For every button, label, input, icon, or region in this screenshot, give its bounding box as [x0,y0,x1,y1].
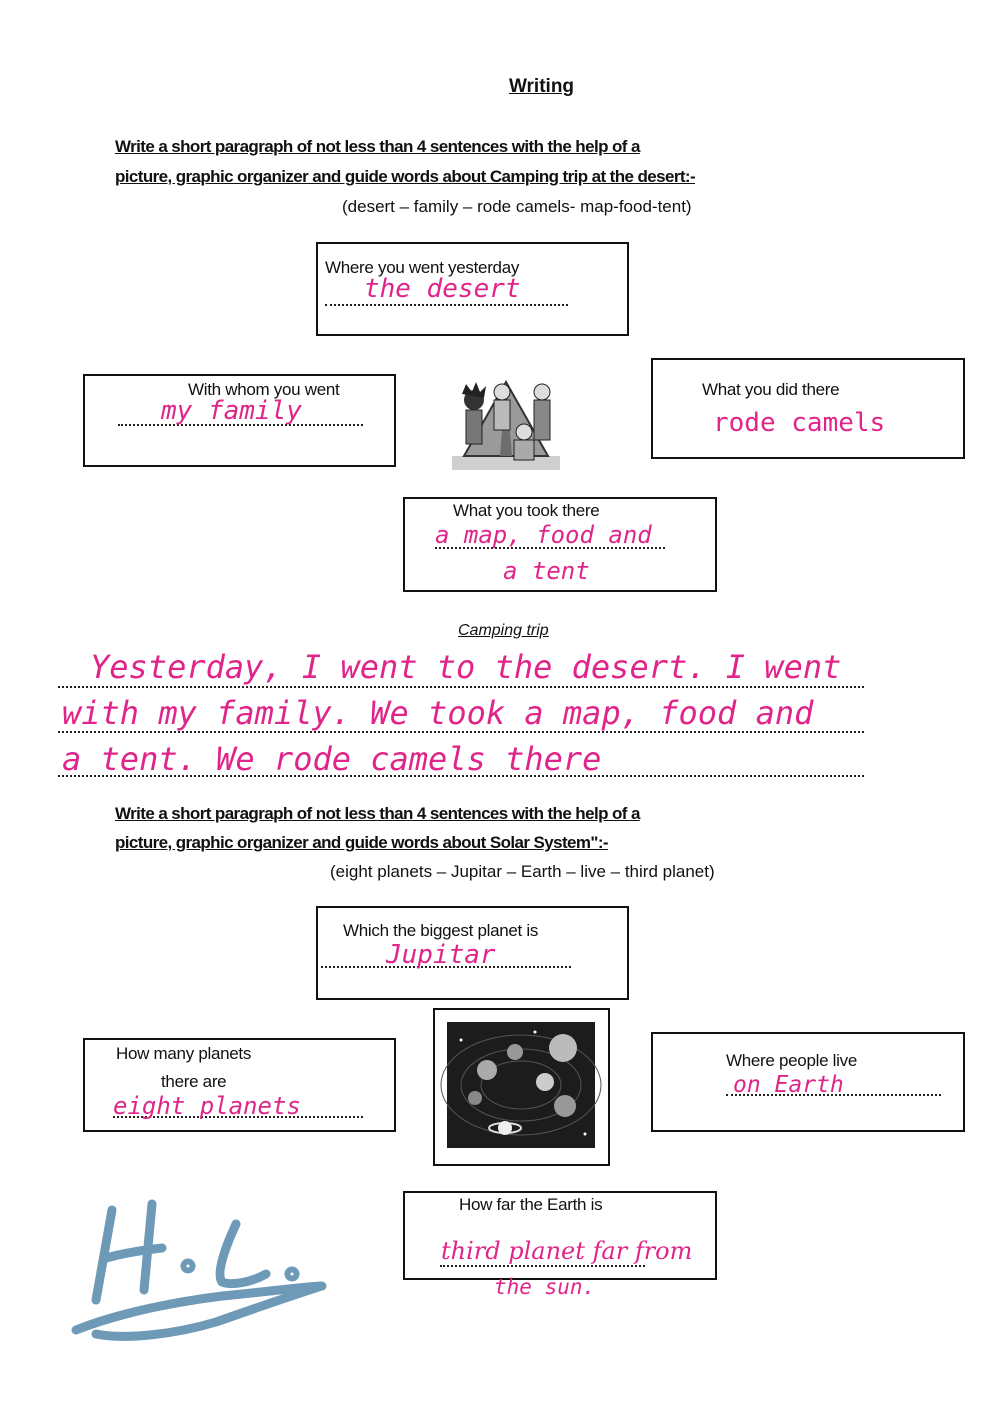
paragraph-line-1: Yesterday, I went to the desert. I went [90,648,842,686]
instruction-line-1: Write a short paragraph of not less than 4 sentences with the help of a [115,804,640,823]
took-answer-line-1: a map, food and [435,521,652,549]
instruction-line-2: picture, graphic organizer and guide words about Solar System":- [115,833,608,852]
solar-system-picture [433,1008,610,1166]
guide-words: (eight planets – Jupitar – Earth – live – third planet) [330,862,715,881]
took-label: What you took there [453,501,600,520]
where-label: Where you went yesterday [325,258,520,277]
paragraph-line-3: a tent. We rode camels there [62,740,602,778]
page-title: Writing [508,76,575,97]
how-far-label: How far the Earth is [459,1195,603,1214]
instruction-line-1: Write a short paragraph of not less than 4 sentences with the help of a [115,137,640,156]
paragraph-line-2: with my family. We took a map, food and [62,694,814,732]
how-many-label-line-1: How many planets [116,1044,252,1063]
whom-answer: my family [161,396,302,426]
what-did-label: What you did there [702,380,840,399]
how-far-answer-line-1: third planet far from [441,1237,693,1265]
answer-line [440,1265,645,1267]
whom-box [83,374,396,467]
where-live-box [651,1032,965,1132]
how-many-answer: eight planets [113,1092,301,1120]
what-did-box [651,358,965,459]
answer-line [325,304,568,306]
biggest-answer: Jupitar [386,940,496,970]
where-box [316,242,629,336]
how-many-box [83,1038,396,1132]
how-far-box [403,1191,717,1280]
where-live-answer: on Earth [733,1072,844,1098]
camping-family-picture [452,368,560,473]
took-answer-line-2: a tent [503,557,590,585]
paragraph-subtitle: Camping trip [458,622,549,639]
where-answer: the desert [364,274,521,304]
instruction-line-2: picture, graphic organizer and guide words about Camping trip at the desert:- [115,167,696,186]
how-many-label-line-2: there are [161,1072,227,1091]
biggest-box [316,906,629,1000]
where-live-label: Where people live [726,1051,857,1070]
guide-words: (desert – family – rode camels- map-food-tent) [342,197,692,216]
signature [66,1190,336,1350]
how-far-answer-line-2: the sun. [494,1275,596,1299]
writing-line [58,686,864,688]
whom-label: With whom you went [188,380,340,399]
what-did-answer: rode camels [713,408,886,438]
took-box [403,497,717,592]
biggest-label: Which the biggest planet is [343,921,539,940]
